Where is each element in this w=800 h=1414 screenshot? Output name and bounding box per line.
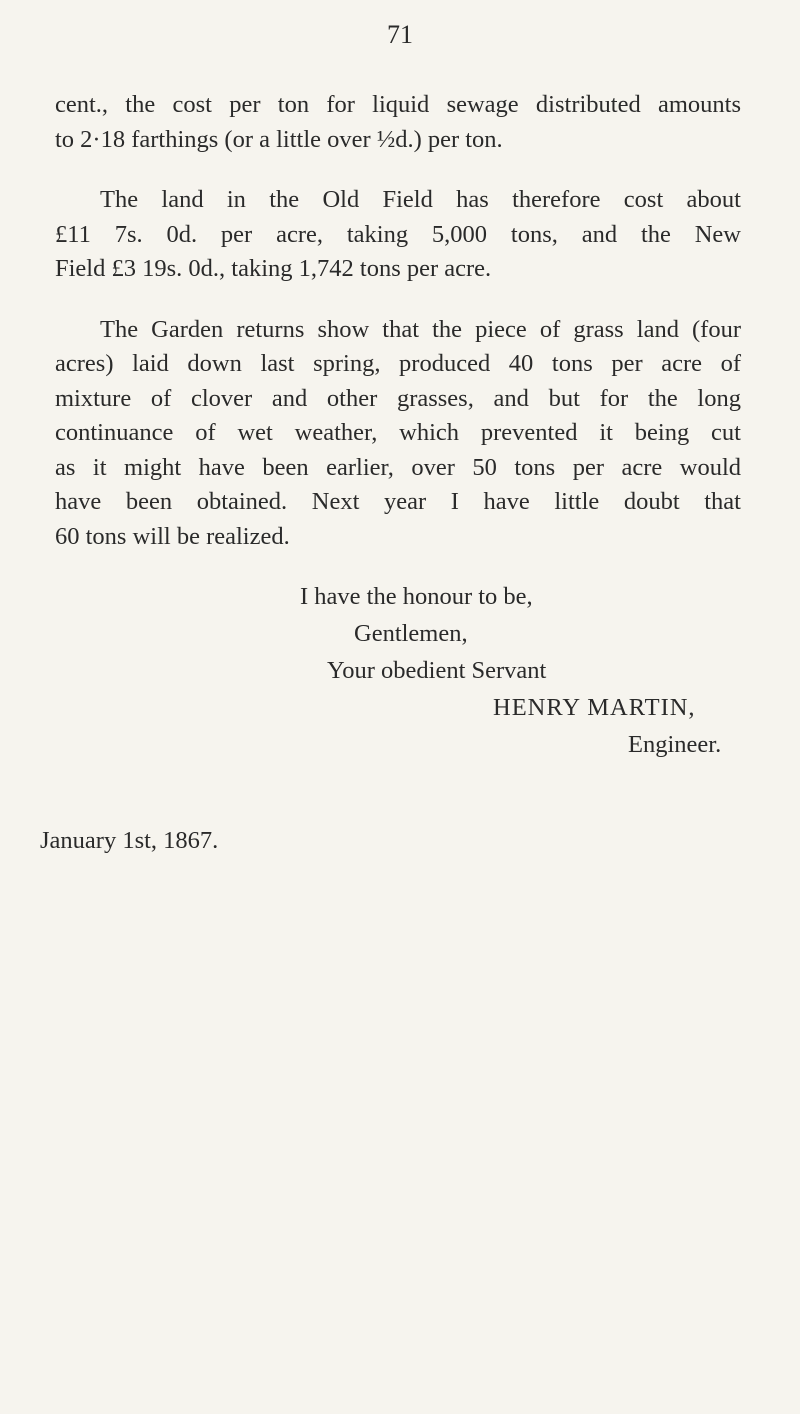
letter-date: January 1st, 1867.: [40, 827, 219, 854]
text-line: Field £3 19s. 0d., taking 1,742 tons per acre.: [55, 255, 492, 282]
closing-servant: Your obedient Servant: [327, 657, 547, 684]
page-number: 71: [387, 20, 413, 49]
signature-title: Engineer.: [628, 731, 722, 758]
text-line: as it might have been earlier, over 50 tons per acre would: [55, 453, 741, 481]
signature-name: HENRY MARTIN,: [493, 694, 696, 721]
letter-body: [55, 88, 741, 763]
text-line: acres) laid down last spring, produced 40 tons per acre of: [55, 350, 741, 377]
text-line: The land in the Old Field has therefore cost about: [100, 186, 741, 213]
paragraph-sewage-cost: [55, 88, 741, 157]
text-line: have been obtained. Next year I have little doubt that: [55, 488, 741, 515]
paragraph-land-cost: [55, 183, 741, 287]
closing-addressee: Gentlemen,: [354, 620, 468, 647]
closing-salutation: I have the honour to be,: [300, 583, 533, 610]
text-line: £11 7s. 0d. per acre, taking 5,000 tons, and the New: [55, 220, 741, 248]
text-line: mixture of clover and other grasses, and but for the long: [55, 384, 741, 412]
text-line: The Garden returns show that the piece of grass land (four: [100, 315, 741, 343]
text-line: 60 tons will be realized.: [55, 522, 290, 550]
paragraph-garden-returns: [55, 313, 741, 555]
text-line: cent., the cost per ton for liquid sewage distributed amounts: [55, 91, 741, 118]
text-line: continuance of wet weather, which prevented it being cut: [55, 419, 741, 446]
text-line: to 2·18 farthings (or a little over ½d.) per ton.: [55, 125, 503, 153]
letter-closing: [55, 578, 741, 763]
